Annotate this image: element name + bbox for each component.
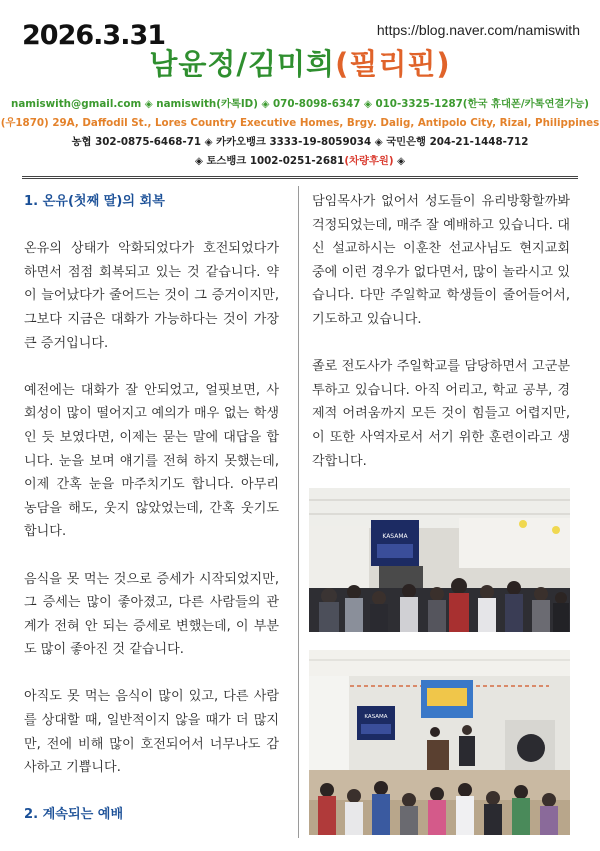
newsletter-title [0, 42, 600, 83]
header-separator [22, 176, 578, 179]
newsletter-date: 2026.3.31 [22, 20, 166, 51]
church-worship-photo-1 [309, 488, 570, 632]
left-column [24, 190, 279, 851]
vehicle-sponsor-label: (차량후원) [344, 155, 394, 167]
church-worship-photo-2 [309, 650, 570, 835]
blog-url[interactable]: https://blog.naver.com/namiswith [376, 22, 580, 38]
toss-bank-account: ◈ 토스뱅크 1002-0251-2681 [194, 155, 345, 167]
column-divider [298, 186, 299, 838]
title-country: (필리핀) [335, 47, 451, 81]
right-column [312, 190, 570, 497]
paragraph: 담임목사가 없어서 성도들이 유리방황할까봐 걱정되었는데, 매주 잘 예배하고 있습니다. 대신 설교하시는 이훈찬 선교사님도 현지교회 중에 이런 경우가 없다면서, 많이 놀라시고 있습니다. 다만 주일학교 학생들이 줄어들어서, 기도하고 있습니다. [312, 194, 570, 327]
paragraph: 예전에는 대화가 잘 안되었고, 얼핏보면, 사회성이 많이 떨어지고 예의가 매우 없는 학생인 듯 보였다면, 이제는 묻는 말에 대답을 합니다. 눈을 보며 얘기를 전혀 하지 못했는데, 이제 간혹 눈을 마주치기도 합니다. 아무리 농담을 해도, 웃지 않았었는데, 간혹 웃기도 합니다. [24, 382, 279, 540]
contact-line-toss-bank [0, 152, 600, 170]
paragraph: 음식을 못 먹는 것으로 증세가 시작되었지만, 그 증세는 많이 좋아졌고, 다른 사람들의 관계가 전혀 안 되는 증세로 변했는데, 이 부분도 많이 좋아진 것 같습니다. [24, 571, 279, 658]
section-heading-worship: 2. 계속되는 예배 [24, 807, 124, 823]
contact-line-address: (우1870) 29A, Daffodil St., Lores Country Executive Homes, Brgy. Dalig, Antipolo City, Rizal, Philippines [0, 117, 600, 129]
paragraph: 아직도 못 먹는 음식이 많이 있고, 다른 사람를 상대할 때, 일반적이지 않을 때가 더 많지만, 전에 비해 많이 호전되어서 너무나도 감사하고 기쁩니다. [24, 689, 279, 776]
paragraph: 온유의 상태가 악화되었다가 호전되었다가 하면서 점점 회복되고 있는 것 같습니다. 약이 늘어났다가 줄어드는 것이 그 증거이지만, 그보다 지금은 대화가 가능하다는 것이 가장 큰 증거입니다. [24, 241, 279, 351]
section-heading-recovery: 1. 온유(첫째 딸)의 회복 [24, 194, 165, 209]
paragraph: 졸로 전도사가 주일학교를 담당하면서 고군분투하고 있습니다. 아직 어리고, 학교 공부, 경제적 어려움까지 모든 것이 힘들고 어렵지만, 이 또한 사역자로서 서기 위한 훈련이라고 생각합니다. [312, 359, 570, 469]
projection-screen-text: KASAMA [364, 714, 388, 720]
toss-bank-suffix: ◈ [393, 155, 406, 167]
contact-line-bank-accounts: 농협 302-0875-6468-71 ◈ 카카오뱅크 3333-19-8059034 ◈ 국민은행 204-21-1448-712 [71, 136, 529, 148]
contact-line-email-phone: namiswith@gmail.com ◈ namiswith(카톡ID) ◈ 070-8098-6347 ◈ 010-3325-1287(한국 휴대폰/카톡연결가능) [11, 98, 589, 110]
title-names: 남윤정/김미희 [149, 47, 336, 81]
projection-screen-text: KASAMA [382, 533, 408, 540]
